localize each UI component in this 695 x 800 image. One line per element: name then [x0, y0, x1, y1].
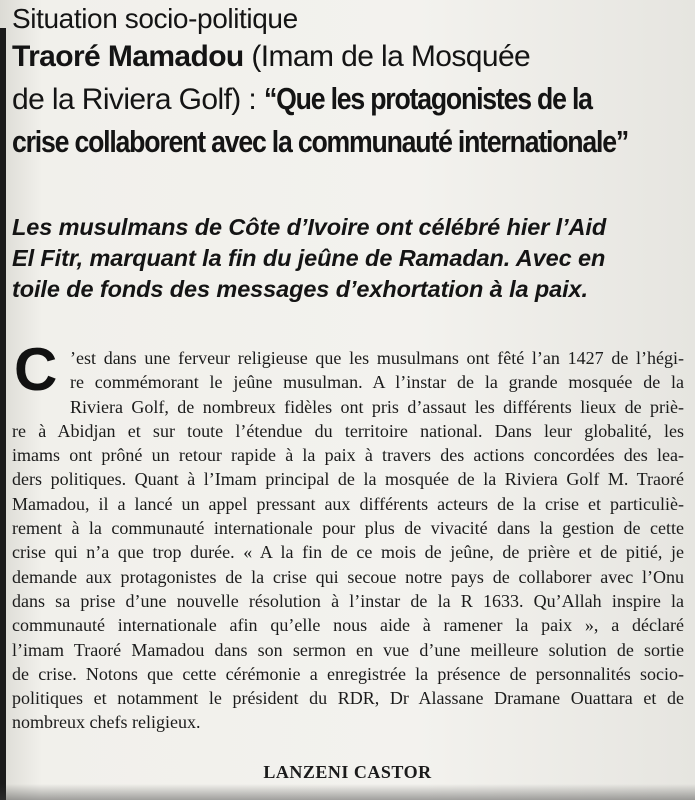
body-line: communauté internationale afin qu’elle nous aide à ramener la paix », a déclaré	[12, 615, 684, 636]
article-body	[12, 346, 684, 735]
chapeau-line: El Fitr, marquant la fin du jeûne de Ramadan. Avec en	[12, 245, 606, 271]
body-line: politiques et notamment le président du RDR, Dr Alassane Dramane Ouattara et de	[12, 688, 684, 709]
headline-quote-1: “Que les protagonistes de la	[263, 81, 592, 116]
body-line: ’est dans une ferveur religieuse que les musulmans ont fêté l’an 1427 de l’hégi-	[70, 348, 684, 368]
body-line: re commémorant le jeûne musulman. A l’instar de la grande mosquée de la	[70, 372, 684, 393]
chapeau	[12, 212, 692, 305]
body-line: crise qui n’a que trop durée. « A la fin de ce mois de jeûne, de prière et de pitié, je	[12, 542, 684, 563]
body-line: ders politiques. Quant à l’Imam principal de la mosquée de la Riviera Golf M. Traoré	[12, 469, 684, 490]
section-rubric: Situation socio-politique	[12, 3, 298, 34]
headline-line-3	[12, 121, 688, 164]
headline-subtitle-1: (Imam de la Mosquée	[243, 40, 531, 73]
byline: LANZENI CASTOR	[263, 762, 432, 782]
headline-line-2	[12, 78, 688, 121]
drop-cap: C	[14, 336, 58, 403]
column-rule	[0, 28, 6, 800]
page-edge-shadow	[0, 784, 695, 800]
body-line: re à Abidjan et sur toute l’étendue du territoire national. Dans leur globalité, les	[12, 420, 684, 441]
body-line: l’imam Traoré Mamadou dans son sermon en vue d’une meilleure solution de sortie	[12, 639, 684, 660]
headline	[12, 36, 688, 164]
chapeau-line: toile de fonds des messages d’exhortation à la paix.	[12, 276, 588, 302]
headline-subtitle-2: de la Riviera Golf) :	[12, 83, 264, 116]
headline-line-1	[12, 36, 688, 78]
body-line: dans sa prise d’une nouvelle résolution à l’instar de la R 1633. Qu’Allah inspire la	[12, 590, 684, 611]
body-line: Mamadou, il a lancé un appel pressant aux différents acteurs de la crise et particuliè-	[12, 493, 684, 514]
body-line: nombreux chefs religieux.	[12, 712, 201, 733]
body-line: demande aux protagonistes de la crise qui secoue notre pays de collaborer avec l’Onu	[12, 566, 684, 587]
body-line: Riviera Golf, de nombreux fidèles ont pris d’assaut les différents lieux de priè-	[70, 396, 684, 417]
body-line: imams ont prôné un retour rapide à la paix à travers des actions concordées des lea-	[12, 445, 684, 466]
chapeau-line: Les musulmans de Côte d’Ivoire ont célébré hier l’Aid	[12, 214, 607, 240]
body-line: rement à la communauté internationale pour plus de vivacité dans la gestion de cette	[12, 518, 684, 539]
headline-quote-2: crise collaborent avec la communauté internationale”	[12, 124, 628, 159]
body-line: de crise. Notons que cette cérémonie a enregistrée la présence de personnalités socio-	[12, 663, 684, 684]
headline-name: Traoré Mamadou	[12, 40, 244, 73]
